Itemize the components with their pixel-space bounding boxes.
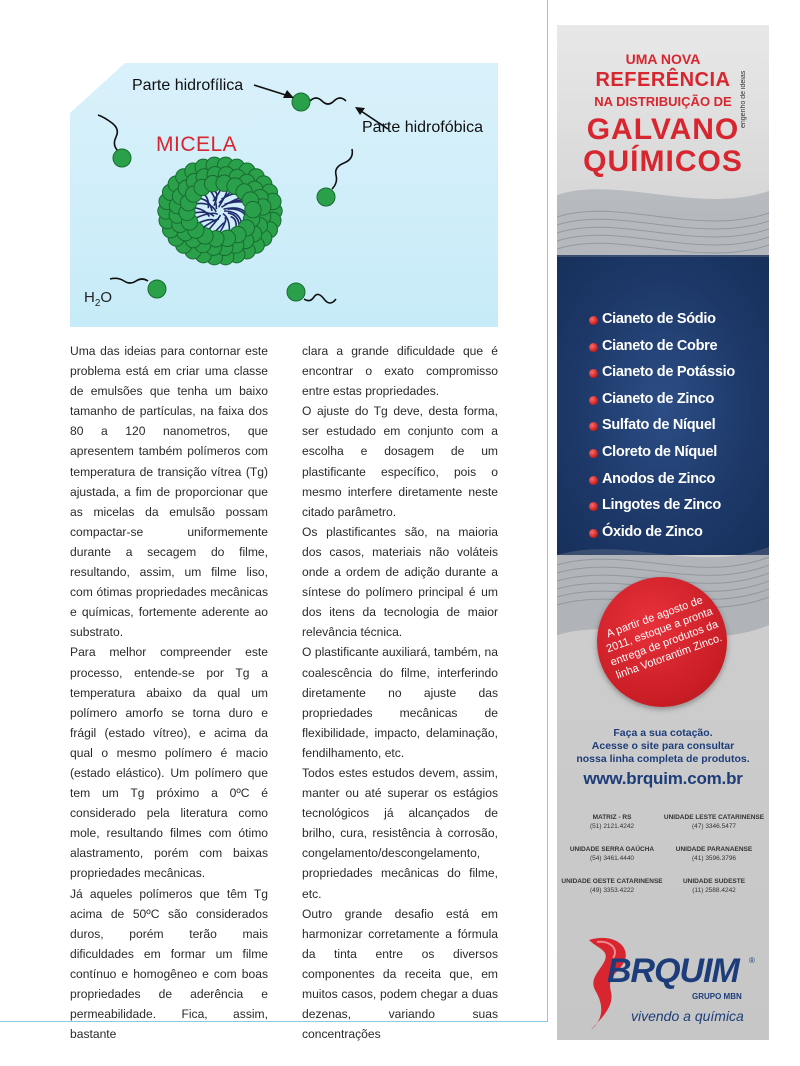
unit-name: UNIDADE PARANAENSE bbox=[675, 846, 753, 853]
bullet-icon bbox=[589, 529, 598, 538]
article-paragraph: Para melhor compreender este processo, entende-se por Tg a temperatura abaixo da qual um polímero amorfo se torna duro e frágil (estado vítreo), e acima da qual o mesmo polímero é macio (estado elástico). Um polímero que tem um Tg próximo a 0ºC é considerado pela literatura como mole, resultando filmes com ótimo alastramento, porém com baixas propriedades mecânicas. bbox=[70, 645, 268, 881]
product-name: Sulfato de Níquel bbox=[602, 417, 716, 434]
brquim-advertisement bbox=[557, 25, 769, 1040]
micelle-diagram bbox=[70, 63, 498, 327]
product-name: Cloreto de Níquel bbox=[602, 443, 717, 460]
surfactant-head bbox=[292, 93, 310, 111]
unit-phone: (51) 2121.4242 bbox=[589, 823, 635, 830]
product-item bbox=[589, 364, 735, 391]
unit-entry bbox=[559, 877, 665, 895]
bullet-icon bbox=[589, 422, 598, 431]
logo-registered: ® bbox=[749, 956, 755, 965]
surfactant-tail bbox=[310, 98, 346, 104]
agency-credit: engenho de ideias bbox=[740, 70, 747, 128]
ad-headline-1: UMA NOVA bbox=[625, 51, 701, 67]
unit-name: UNIDADE LESTE CATARINENSE bbox=[663, 814, 765, 821]
unit-phone: (49) 3353.4222 bbox=[589, 887, 635, 894]
surfactant-head bbox=[317, 188, 335, 206]
bullet-icon bbox=[589, 316, 598, 325]
bullet-icon bbox=[589, 396, 598, 405]
cta-line-1: Faça a sua cotação. bbox=[613, 727, 713, 739]
badge-text: A partir de agosto de 2011, estoque a pronta entrega de produtos da linha Votorantim Zinco. bbox=[604, 594, 724, 682]
ad-headline-3: NA DISTRIBUIÇÃO DE bbox=[594, 94, 732, 109]
article-paragraph: O plastificante auxiliará, também, na coalescência do filme, interferindo diretamente no ajuste das propriedades mecânicas de flexibilidade, impacto, delaminação, fendilhamento, etc. bbox=[302, 645, 498, 760]
product-item bbox=[589, 391, 735, 418]
micelle-tail bbox=[196, 203, 216, 212]
surfactant-head bbox=[148, 280, 166, 298]
ad-headline-5: QUÍMICOS bbox=[583, 145, 743, 178]
unit-name: UNIDADE SERRA GAÚCHA bbox=[569, 846, 655, 853]
unit-phone: (54) 3461.4440 bbox=[589, 855, 635, 862]
product-item bbox=[589, 444, 735, 471]
unit-name: UNIDADE SUDESTE bbox=[682, 878, 746, 885]
product-name: Óxido de Zinco bbox=[602, 523, 703, 540]
product-item bbox=[589, 417, 735, 444]
surfactant-tail bbox=[110, 278, 148, 283]
product-name: Cianeto de Sódio bbox=[602, 311, 716, 327]
bullet-icon bbox=[589, 369, 598, 378]
article-paragraph: Outro grande desafio está em harmonizar corretamente a fórmula da tinta entre os diversos componentes da receita que, em muitos casos, podem chegar a duas dezenas, variando suas concentrações bbox=[302, 906, 498, 1042]
unit-phone: (41) 3596.3796 bbox=[691, 855, 737, 862]
unit-name: UNIDADE OESTE CATARINENSE bbox=[561, 878, 663, 885]
bullet-icon bbox=[589, 502, 598, 511]
label-hydrophobic: Parte hidrofóbica bbox=[362, 119, 483, 136]
unit-entry bbox=[661, 845, 767, 863]
brquim-logo bbox=[567, 930, 767, 1040]
product-item bbox=[589, 338, 735, 365]
bullet-icon bbox=[589, 449, 598, 458]
article-paragraph: clara a grande dificuldade que é encontrar o exato compromisso entre estas propriedades. bbox=[302, 344, 498, 399]
unit-phone: (11) 2588.4242 bbox=[692, 887, 736, 894]
unit-name: MATRIZ - RS bbox=[592, 814, 632, 821]
cta-line-3: nossa linha completa de produtos. bbox=[576, 753, 750, 765]
surfactant-tail bbox=[332, 149, 352, 189]
product-item bbox=[589, 497, 735, 524]
product-item bbox=[589, 524, 735, 551]
ad-call-to-action bbox=[557, 727, 769, 766]
unit-entry bbox=[661, 877, 767, 895]
unit-entry bbox=[559, 813, 665, 831]
logo-wordmark: BRQUIM bbox=[607, 952, 739, 990]
cta-line-2: Acesse o site para consultar bbox=[591, 740, 735, 752]
micelle-illustration bbox=[70, 63, 498, 327]
surfactant-tail bbox=[98, 115, 118, 151]
product-list bbox=[589, 311, 735, 550]
article-column-left bbox=[70, 341, 268, 1044]
micelle-head bbox=[245, 201, 261, 217]
surfactant-head bbox=[287, 283, 305, 301]
bullet-icon bbox=[589, 476, 598, 485]
product-name: Cianeto de Cobre bbox=[602, 337, 718, 354]
logo-tagline: vivendo a química bbox=[631, 1008, 744, 1024]
surfactant-head bbox=[113, 149, 131, 167]
article-paragraph: Todos estes estudos devem, assim, manter ou até superar os estágios tecnológicos já alcançados de brilho, cura, resistência à corrosão, congelamento/descongelamento, propriedades mecânicas do filme, etc. bbox=[302, 765, 498, 901]
arrowhead-hydrophobic bbox=[355, 107, 365, 115]
article-paragraph: O ajuste do Tg deve, desta forma, ser estudado em conjunto com a escolha e dosagem de um plastificante específico, pois o mesmo interfere diretamente neste citado parâmetro. bbox=[302, 404, 498, 519]
unit-entry bbox=[559, 845, 665, 863]
surfactant-tail bbox=[304, 294, 336, 303]
unit-entry bbox=[661, 813, 767, 831]
logo-group: GRUPO MBN bbox=[692, 992, 742, 1001]
article-column-right bbox=[302, 341, 498, 1044]
product-name: Lingotes de Zinco bbox=[602, 497, 721, 514]
product-name: Anodos de Zinco bbox=[602, 470, 716, 487]
diagram-corner bbox=[70, 63, 125, 113]
article-paragraph: Já aqueles polímeros que têm Tg acima de 50ºC são considerados duros, porém terão mais dificuldades em formar um filme contínuo e homogêneo e com boas propriedades de aderência e permeabilidade. Fica, assim, bastante bbox=[70, 886, 268, 1042]
availability-badge bbox=[597, 577, 727, 707]
label-hydrophilic: Parte hidrofílica bbox=[132, 77, 244, 94]
article-paragraph: Os plastificantes são, na maioria dos casos, materiais não voláteis onde a ordem de adição durante a síntese do polímero principal é um dos itens da tecnologia de maior relevância técnica. bbox=[302, 524, 498, 640]
product-item bbox=[589, 311, 735, 338]
label-micela: MICELA bbox=[156, 133, 238, 156]
unit-phone: (47) 3346.5477 bbox=[691, 823, 737, 830]
article-paragraph: Uma das ideias para contornar este problema está em criar uma classe de emulsões que tenha um baixo tamanho de partículas, na faixa dos 80 a 120 nanometros, que apresentem também polímeros com temperatura de transição vítrea (Tg) ajustada, a fim de proporcionar que as micelas da emulsão possam compactar-se uniformemente durante a secagem do filme, resultando, assim, um filme liso, com ótimas propriedades mecânicas e químicas, fortemente aderente ao substrato. bbox=[70, 344, 268, 640]
label-water: $H_2O$ bbox=[84, 289, 113, 309]
ad-headline-2: REFERÊNCIA bbox=[595, 69, 731, 91]
product-name: Cianeto de Potássio bbox=[602, 364, 735, 381]
bullet-icon bbox=[589, 343, 598, 352]
ad-headline-4: GALVANO bbox=[586, 113, 740, 146]
product-item bbox=[589, 471, 735, 498]
product-name: Cianeto de Zinco bbox=[602, 390, 715, 407]
ad-website-link[interactable]: www.brquim.com.br bbox=[583, 769, 743, 788]
